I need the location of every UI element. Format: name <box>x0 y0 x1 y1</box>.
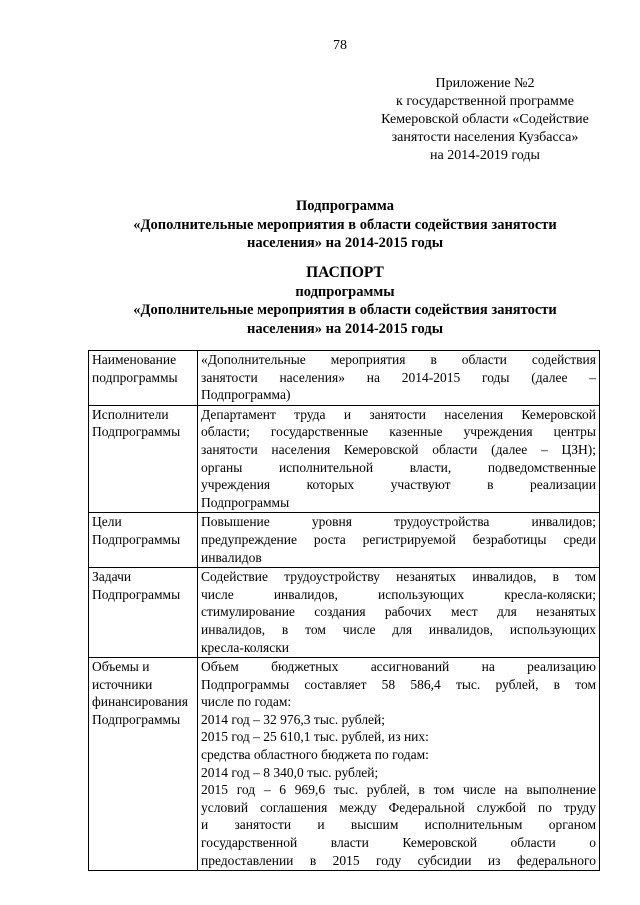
appendix-line: занятости населения Кузбасса» <box>391 130 579 145</box>
title-line: «Дополнительные мероприятия в области содействия занятости <box>133 302 557 318</box>
title-line: населения» на 2014-2015 годы <box>246 320 444 337</box>
label-line: Наименование <box>92 352 177 367</box>
row-label <box>89 351 198 406</box>
row-label <box>89 568 198 658</box>
subprogram-title <box>90 197 600 253</box>
passport-table <box>88 350 600 871</box>
row-content <box>198 513 600 568</box>
row-label <box>89 405 198 513</box>
table-row <box>89 405 600 513</box>
content-line: области; государственные казенные учреждения центры <box>201 424 596 440</box>
appendix-line: Кемеровской области «Содействие <box>381 112 589 127</box>
content-line: и занятости и высшим исполнительным органом <box>201 817 596 833</box>
content-line: Содействие трудоустройству незанятых инвалидов, в том <box>201 569 596 585</box>
row-content <box>198 351 600 406</box>
content-line: числе по годам: <box>201 694 292 710</box>
content-line: инвалидов, в том числе для инвалидов, использующих <box>201 621 596 637</box>
content-line: 2015 год – 6 969,6 тыс. рублей, в том числе на выполнение <box>201 782 596 798</box>
content-line: условий соглашения между Федеральной службой по труду <box>201 799 596 815</box>
content-line: учреждения которых участвуют в реализации <box>201 477 596 493</box>
table-row <box>89 658 600 871</box>
label-line: Исполнители <box>92 406 169 422</box>
label-line: Подпрограммы <box>92 586 181 602</box>
content-line: кресла-коляски <box>201 639 290 655</box>
content-line: «Дополнительные мероприятия в области содействия <box>201 352 596 367</box>
content-line: Подпрограммы <box>201 494 290 510</box>
title-line: «Дополнительные мероприятия в области содействия занятости <box>133 216 557 233</box>
row-label <box>89 658 198 871</box>
content-line: 2014 год – 32 976,3 тыс. рублей; <box>201 711 386 727</box>
title-line: населения» на 2014-2015 годы <box>246 235 444 251</box>
content-line: 2015 год – 25 610,1 тыс. рублей, из них: <box>201 729 429 745</box>
content-line: Подпрограммы составляет 58 586,4 тыс. рублей, в том <box>201 676 596 692</box>
table-row <box>89 351 600 406</box>
label-line: Подпрограммы <box>92 711 181 727</box>
content-line: Подпрограмма) <box>201 387 291 403</box>
content-line: стимулирование создания рабочих мест для незанятых <box>201 604 596 620</box>
passport-heading: ПАСПОРТ <box>306 264 384 281</box>
content-line: предоставлении в 2015 году субсидии из федерального <box>201 852 596 868</box>
label-line: подпрограммы <box>92 369 178 385</box>
table-row <box>89 568 600 658</box>
page-number: 78 <box>333 38 347 53</box>
appendix-note <box>355 75 615 165</box>
content-line: занятости населения Кемеровской области (далее – ЦЗН); <box>201 441 596 457</box>
row-label <box>89 513 198 568</box>
content-line: Департамент труда и занятости населения Кемеровской <box>201 406 596 422</box>
label-line: Объемы и <box>92 659 150 675</box>
row-content <box>198 568 600 658</box>
content-line: средства областного бюджета по годам: <box>201 747 429 763</box>
label-line: источники <box>92 676 153 692</box>
label-line: финансирования <box>92 694 188 710</box>
appendix-line: к государственной программе <box>396 94 574 109</box>
content-line: Повышение уровня трудоустройства инвалидов; <box>201 514 596 530</box>
label-line: Цели <box>92 514 122 530</box>
content-line: числе инвалидов, использующих кресла-коляски; <box>201 586 596 602</box>
label-line: Задачи <box>92 569 132 585</box>
content-line: органы исполнительной власти, подведомственные <box>201 459 596 475</box>
passport-title <box>90 264 600 338</box>
content-line: Объем бюджетных ассигнований на реализацию <box>201 659 596 675</box>
row-content <box>198 658 600 871</box>
content-line: инвалидов <box>201 549 262 565</box>
row-content <box>198 405 600 513</box>
content-line: государственной власти Кемеровской области о <box>201 835 596 851</box>
table-row <box>89 513 600 568</box>
label-line: Подпрограммы <box>92 531 181 547</box>
appendix-line: Приложение №2 <box>435 76 535 91</box>
title-line: подпрограммы <box>295 283 395 300</box>
appendix-line: на 2014-2019 годы <box>430 148 540 163</box>
content-line: занятости населения» на 2014-2015 годы (далее – <box>201 369 596 385</box>
content-line: 2014 год – 8 340,0 тыс. рублей; <box>201 764 379 780</box>
title-line: Подпрограмма <box>296 198 394 214</box>
label-line: Подпрограммы <box>92 424 181 440</box>
content-line: предупреждение роста регистрируемой безработицы среди <box>201 531 596 547</box>
